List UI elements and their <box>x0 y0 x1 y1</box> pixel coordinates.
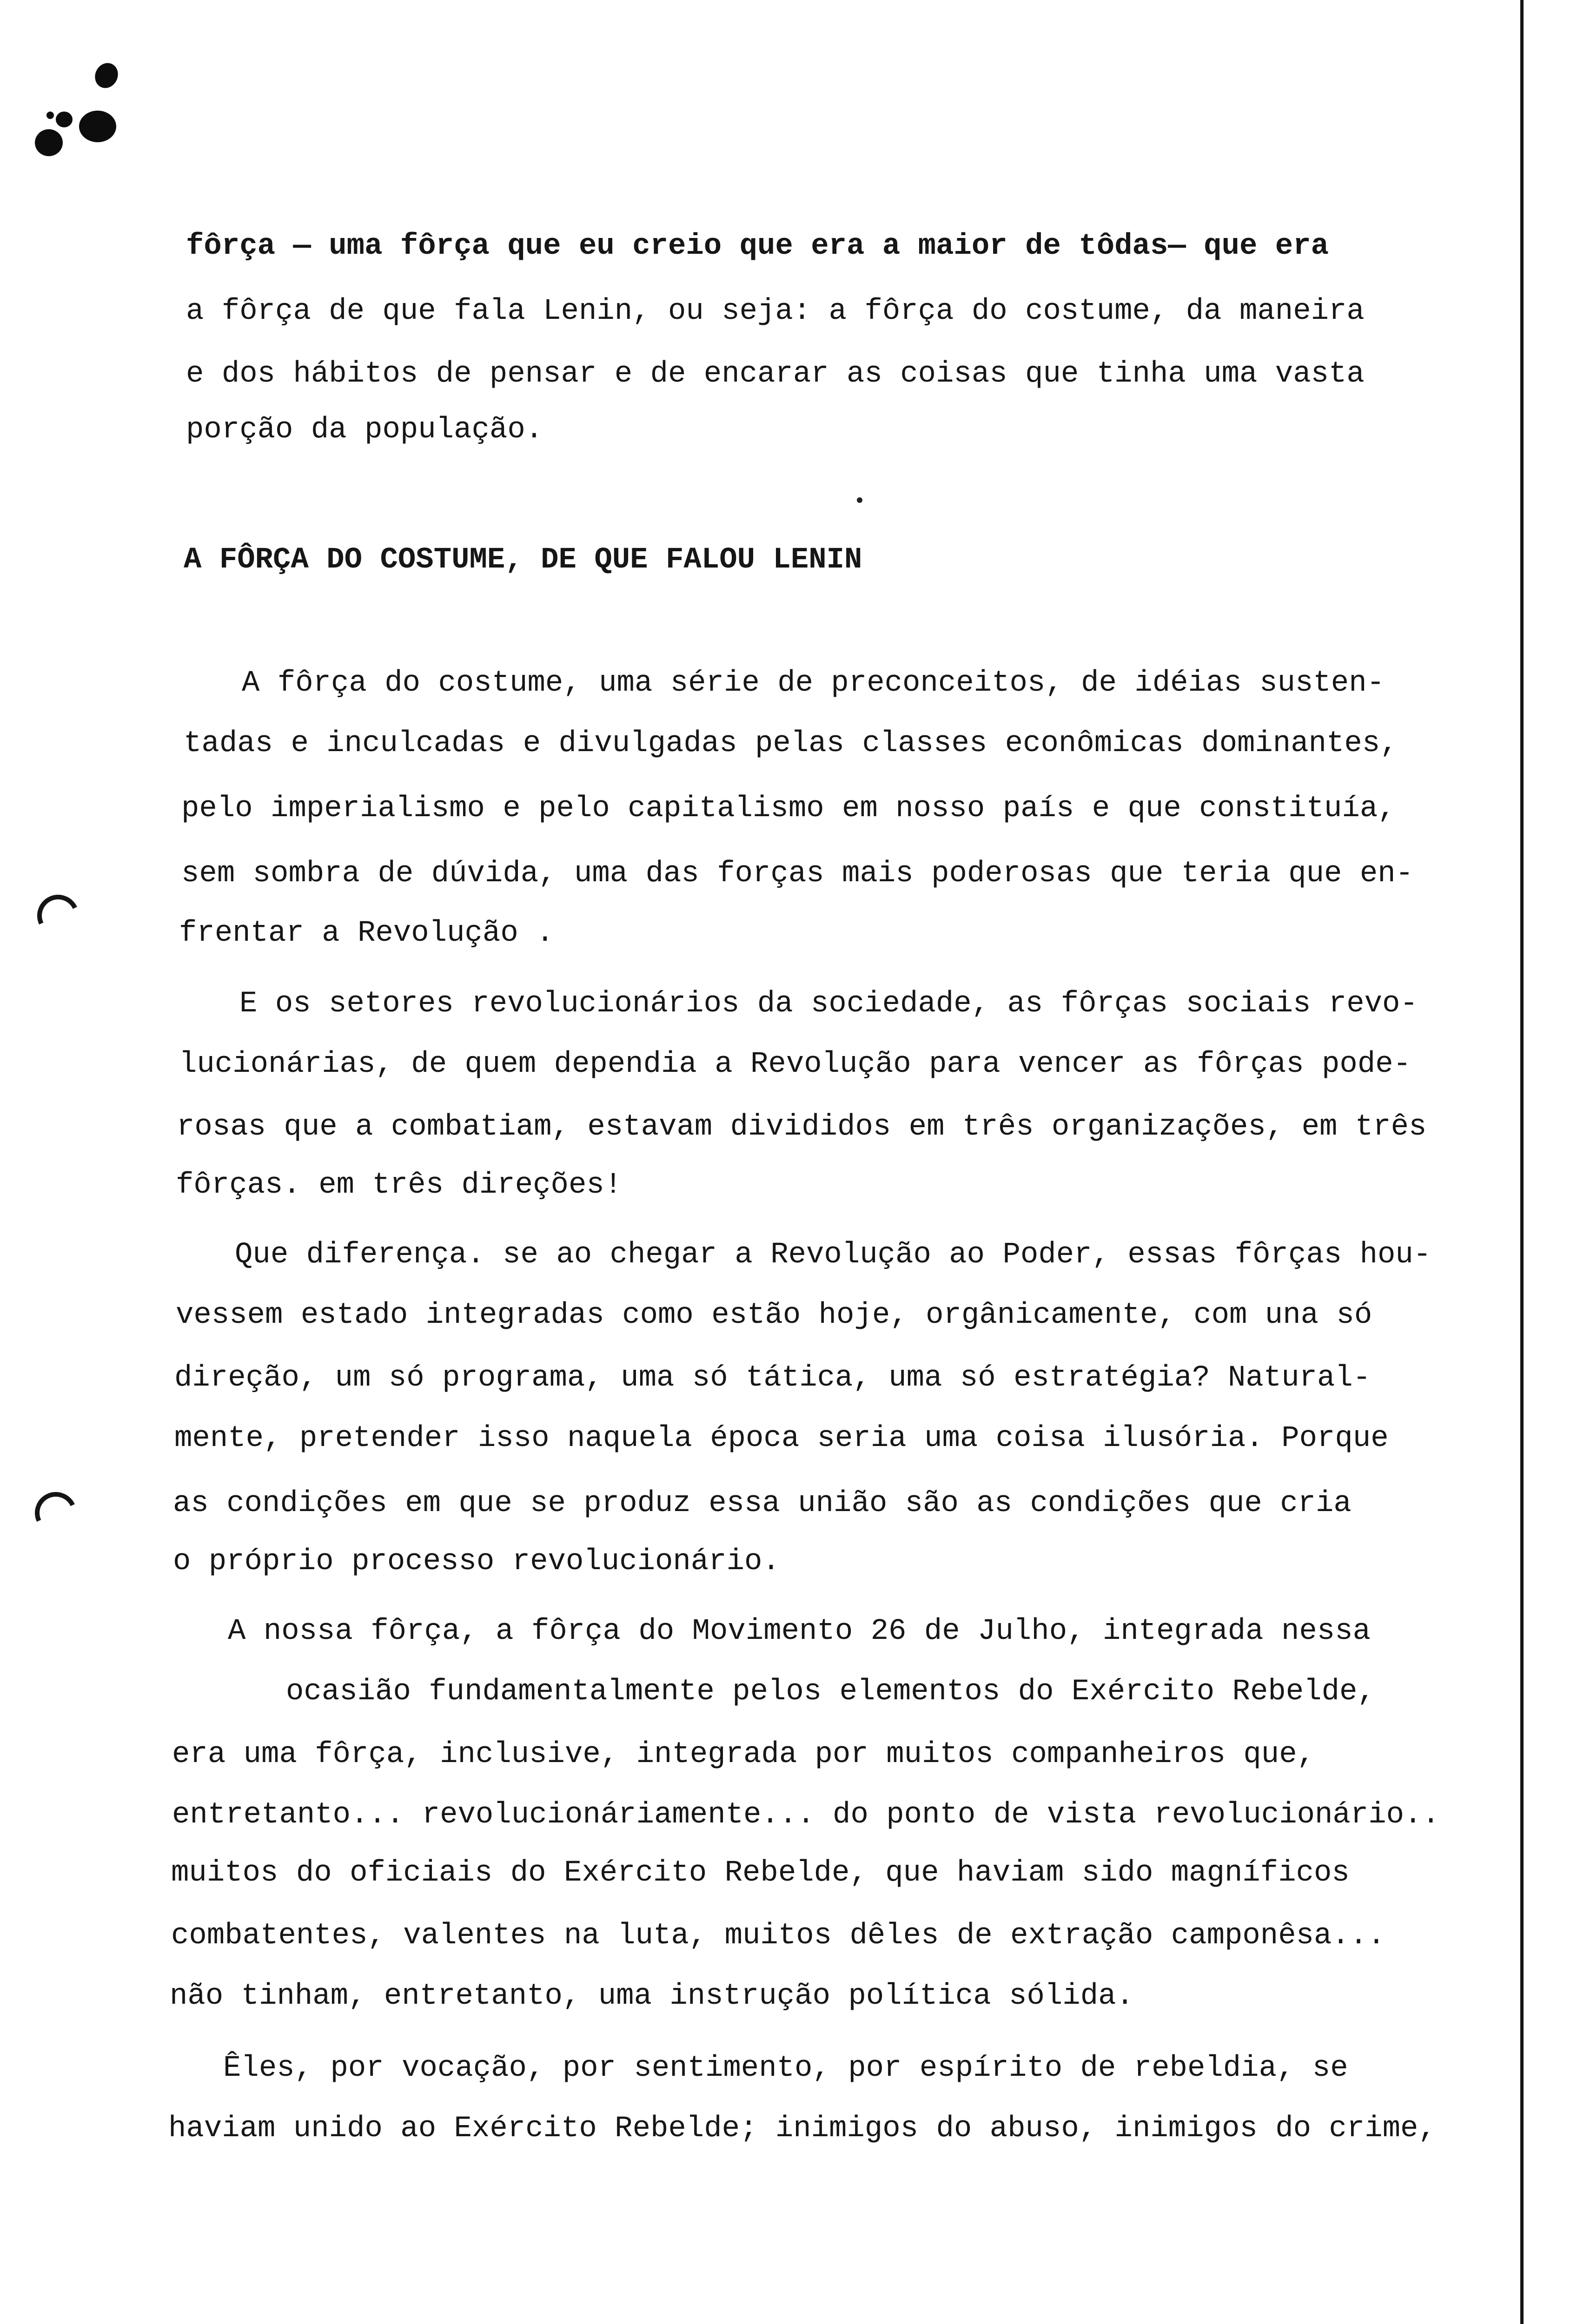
text-line: rosas que a combatiam, estavam divididos em três organizações, em três <box>177 1110 1427 1144</box>
text-line: porção da população. <box>186 413 543 447</box>
punch-hole-mark <box>31 889 85 942</box>
text-line: ocasião fundamentalmente pelos elementos do Exército Rebelde, <box>286 1675 1375 1709</box>
text-line: pelo imperialismo e pelo capitalismo em nosso país e que constituía, <box>181 792 1396 825</box>
text-line: A nossa fôrça, a fôrça do Movimento 26 de Julho, integrada nessa <box>228 1615 1371 1648</box>
text-line: fôrça — uma fôrça que eu creio que era a maior de tôdas— que era <box>186 230 1329 263</box>
text-line: muitos do oficiais do Exército Rebelde, que haviam sido magníficos <box>171 1856 1350 1890</box>
text-line: era uma fôrça, inclusive, integrada por muitos companheiros que, <box>172 1738 1315 1771</box>
ink-blot <box>79 111 116 142</box>
text-line: entretanto... revolucionáriamente... do ponto de vista revolucionário.. <box>172 1798 1440 1832</box>
text-line: combatentes, valentes na luta, muitos dêles de extração camponêsa... <box>171 1919 1385 1953</box>
paper-edge-right <box>1520 0 1524 2324</box>
text-line: direção, um só programa, uma só tática, uma só estratégia? Natural- <box>174 1361 1371 1395</box>
ink-blot <box>46 112 54 119</box>
text-line: vessem estado integradas como estão hoje, orgânicamente, com una só <box>176 1299 1372 1332</box>
text-line: A fôrça do costume, uma série de preconceitos, de idéias susten- <box>242 667 1385 700</box>
text-line: Êles, por vocação, por sentimento, por espírito de rebeldia, se <box>223 2052 1348 2085</box>
punch-hole-mark <box>29 1486 82 1539</box>
section-heading: A FÔRÇA DO COSTUME, DE QUE FALOU LENIN <box>184 543 862 577</box>
text-line: lucionárias, de quem dependia a Revolução para vencer as fôrças pode- <box>179 1048 1411 1081</box>
text-line: a fôrça de que fala Lenin, ou seja: a fôrça do costume, da maneira <box>186 295 1365 328</box>
text-line: haviam unido ao Exército Rebelde; inimigos do abuso, inimigos do crime, <box>168 2112 1436 2146</box>
ink-speck <box>857 497 862 503</box>
ink-blot <box>91 59 122 92</box>
text-line: fôrças. em três direções! <box>176 1169 623 1202</box>
text-line: e dos hábitos de pensar e de encarar as coisas que tinha uma vasta <box>186 357 1365 391</box>
ink-blot <box>35 129 63 156</box>
text-line: mente, pretender isso naquela época seria uma coisa ilusória. Porque <box>174 1422 1389 1455</box>
text-line: frentar a Revolução . <box>179 917 554 950</box>
text-line: tadas e inculcadas e divulgadas pelas classes econômicas dominantes, <box>184 727 1398 760</box>
text-line: não tinham, entretanto, uma instrução política sólida. <box>170 1980 1134 2013</box>
text-line: Que diferença. se ao chegar a Revolução ao Poder, essas fôrças hou- <box>235 1238 1431 1272</box>
text-line: as condições em que se produz essa união são as condições que cria <box>173 1487 1352 1520</box>
text-line: E os setores revolucionários da sociedade, as fôrças sociais revo- <box>239 987 1418 1021</box>
ink-blot <box>56 112 73 127</box>
text-line: sem sombra de dúvida, uma das forças mais poderosas que teria que en- <box>181 857 1414 891</box>
text-line: o próprio processo revolucionário. <box>173 1545 780 1578</box>
